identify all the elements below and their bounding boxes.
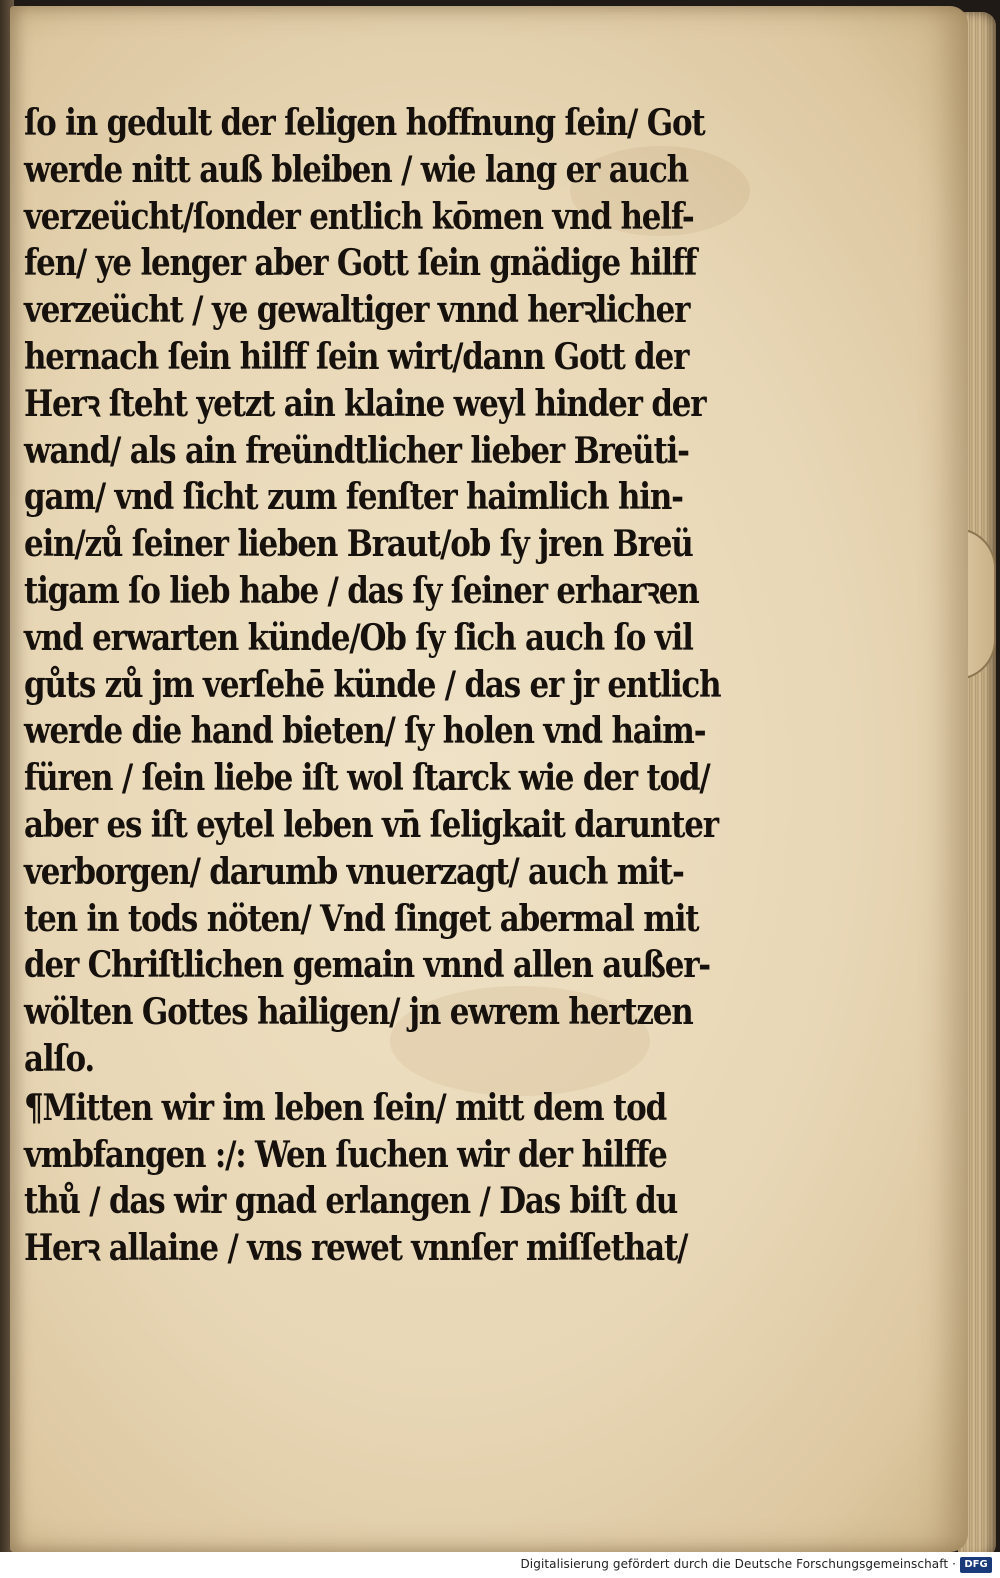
text-line: ſo in gedult der ſeligen hoffnung ſein/ Got [24, 102, 705, 144]
text-line: werde die hand bieten/ ſy holen vnd haim- [24, 710, 706, 753]
text-line: ein/zů ſeiner lieben Braut/ob ſy jren Breü [24, 523, 693, 566]
text-line: aber es iſt eytel leben vn̄ ſeligkait darunter [24, 803, 718, 846]
hymn-line: vmbfangen :/: Wen ſuchen wir der hilffe [24, 1133, 667, 1176]
digitization-footer [0, 1552, 1000, 1578]
text-line: gůts zů jm verſehē künde / das er jr entlich [24, 663, 721, 706]
page-text [24, 100, 794, 1272]
text-line: verzeücht / ye gewaltiger vnnd herꝛlicher [24, 289, 690, 332]
dfg-logo: DFG [960, 1557, 992, 1573]
text-line: füren / ſein liebe iſt wol ſtarck wie der tod/ [24, 757, 710, 800]
text-line: alſo. [24, 1037, 95, 1080]
text-line: wölten Gottes hailigen/ jn ewrem hertzen [24, 991, 693, 1034]
text-line: verborgen/ darumb vnuerzagt/ auch mit- [24, 850, 684, 893]
text-line: gam/ vnd ſicht zum fenſter haimlich hin- [24, 476, 683, 519]
text-line: ten in tods nöten/ Vnd ſinget abermal mit [24, 897, 699, 940]
funding-credit: Digitalisierung gefördert durch die Deutsche Forschungsgemeinschaft · [520, 1557, 956, 1571]
text-line: der Chriſtlichen gemain vnnd allen außer- [24, 944, 710, 987]
text-line: vnd erwarten künde/Ob ſy ſich auch ſo vil [24, 616, 693, 659]
text-line: werde nitt auß bleiben / wie lang er auch [24, 148, 688, 191]
hymn-line: Herꝛ allaine / vns rewet vnnſer miſſethat/ [24, 1227, 688, 1270]
text-line: wand/ als ain freündtlicher lieber Breüti- [24, 429, 689, 472]
text-line: tigam ſo lieb habe / das ſy ſeiner erharꝛen [24, 569, 699, 612]
text-line: Herꝛ ſteht yetzt ain klaine weyl hinder der [24, 382, 706, 425]
hymn-line: ¶Mitten wir im leben ſein/ mitt dem tod [24, 1086, 667, 1129]
hymn-line: thů / das wir gnad erlangen / Das biſt du [24, 1180, 678, 1223]
text-line: hernach ſein hilff ſein wirt/dann Gott der [24, 335, 689, 378]
text-line: verzeücht/ſonder entlich kōmen vnd helf- [24, 195, 694, 238]
text-line: fen/ ye lenger aber Gott ſein gnädige hilff [24, 242, 697, 285]
